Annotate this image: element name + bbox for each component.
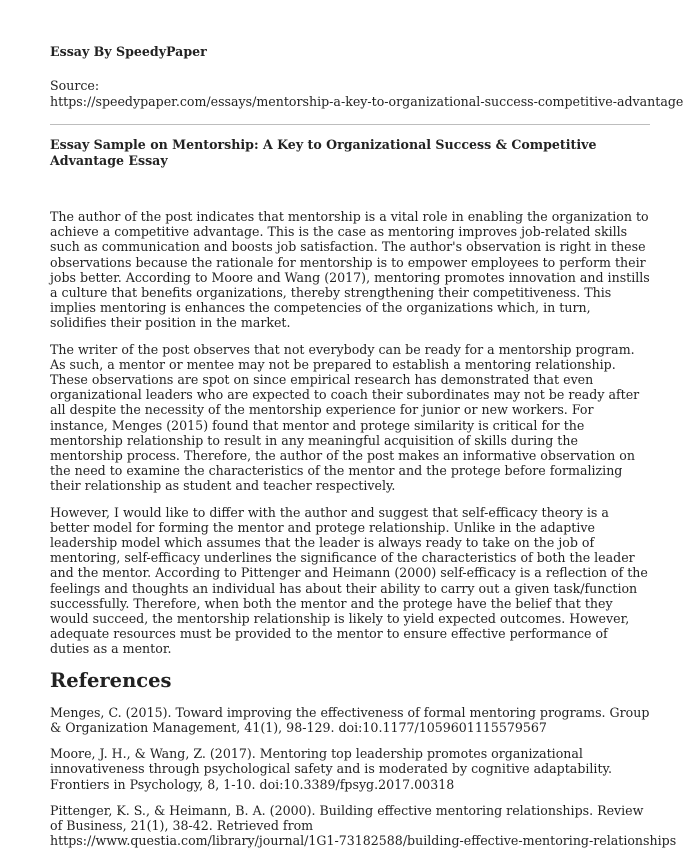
reference-url: https://www.questia.com/library/journal/1G1-73182588/building-effective-mentoring-relationships	[50, 833, 677, 849]
essay-paragraph: However, I would like to differ with the author and suggest that self-efficacy theory is a better model for forming the mentor and protege relationship. Unlike in the adaptive leadership model which assumes that the leader is always ready to take on the job of mentoring, self-efficacy underlines the significance of the characteristics of both the leader and the mentor. According to Pittenger and Heimann (2000) self-efficacy is a reflection of the feelings and thoughts an individual has about their ability to carry out a given task/function successfully. Therefore, when both the mentor and the protege have the belief that they would succeed, the mentorship relationship is likely to yield expected outcomes. However, adequate resources must be provided to the mentor to ensure effective performance of duties as a mentor.	[50, 504, 648, 657]
reference-item	[50, 746, 650, 792]
reference-item	[50, 802, 677, 849]
essay-paragraph: The author of the post indicates that mentorship is a vital role in enabling the organization to achieve a competitive advantage. This is the case as mentoring improves job-related skills such as communication and boosts job satisfaction. The author's observation is right in these observations because the rationale for mentorship is to empower employees to perform their jobs better. According to Moore and Wang (2017), mentoring promotes innovation and instills a culture that benefits organizations, thereby strengthening their competitiveness. This implies mentoring is enhances the competencies of the organizations which, in turn, solidifies their position in the market.	[50, 209, 650, 331]
essay-paragraph: The writer of the post observes that not everybody can be ready for a mentorship program. As such, a mentor or mentee may not be prepared to establish a mentoring relationship. These observations are spot on since empirical research has demonstrated that even organizational leaders who are expected to coach their subordinates may not be ready after all despite the necessity of the mentorship experience for junior or new workers. For instance, Menges (2015) found that mentor and protege similarity is critical for the mentorship relationship to result in any meaningful acquisition of skills during the mentorship process. Therefore, the author of the post makes an informative observation on the need to examine the characteristics of the mentor and the protege before formalizing their relationship as student and teacher respectively.	[50, 341, 640, 494]
essay-title: Essay Sample on Mentorship: A Key to Organizational Success & Competitive Advantage Essay	[50, 137, 597, 168]
brand-title: Essay By SpeedyPaper	[50, 44, 207, 59]
reference-text: Menges, C. (2015). Toward improving the effectiveness of formal mentoring programs. Group & Organization Management, 41(1), 98-129. doi:10.1177/1059601115579567	[50, 704, 650, 735]
references-heading: References	[50, 668, 172, 692]
reference-text: Moore, J. H., & Wang, Z. (2017). Mentoring top leadership promotes organizational innovativeness through psychological safety and is moderated by cognitive adaptability. Frontiers in Psychology, 8, 1-10. doi:10.3389/fpsyg.2017.00318	[50, 746, 612, 792]
header-divider	[50, 124, 650, 125]
source-label: Source:	[50, 78, 100, 93]
essay-body	[50, 209, 650, 657]
references-list	[50, 704, 677, 849]
source-url: https://speedypaper.com/essays/mentorship-a-key-to-organizational-success-competitive-advantage	[50, 94, 684, 109]
reference-text: Pittenger, K. S., & Heimann, B. A. (2000). Building effective mentoring relationships. Review of Business, 21(1), 38-42. Retrieved from	[50, 802, 644, 833]
reference-item	[50, 705, 650, 735]
